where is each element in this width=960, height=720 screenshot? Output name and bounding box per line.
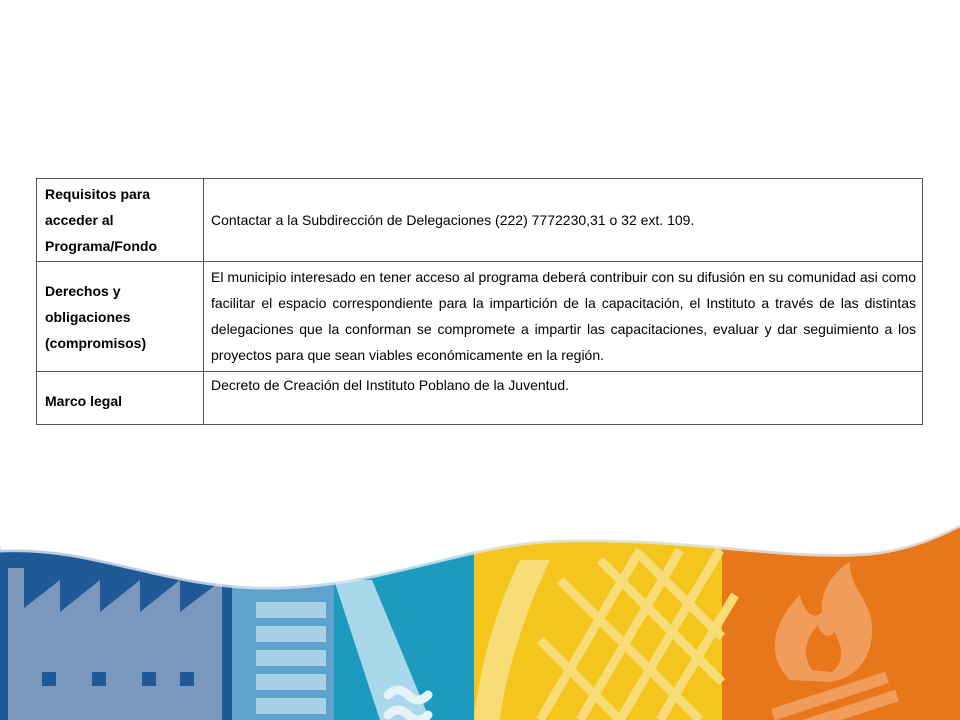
table-row-rights	[37, 262, 923, 372]
legal-value: Decreto de Creación del Instituto Poblano de la Juventud.	[204, 372, 923, 425]
decorative-banner	[0, 520, 960, 720]
program-info-table	[36, 178, 923, 425]
legal-label: Marco legal	[37, 372, 204, 425]
table-row-requirements	[37, 179, 923, 262]
rights-label: Derechos y obligaciones (compromisos)	[37, 262, 204, 372]
requirements-label: Requisitos para acceder al Programa/Fondo	[37, 179, 204, 262]
table-row-legal	[37, 372, 923, 425]
rights-value: El municipio interesado en tener acceso al programa deberá contribuir con su difusión en su comunidad asi como facilitar el espacio correspondiente para la impartición de la capacitación, el Instituto a través de las distintas delegaciones que la conforman se compromete a impartir las capacitaciones, evaluar y dar seguimiento a los proyectos para que sean viables económicamente en la región.	[204, 262, 923, 372]
requirements-value: Contactar a la Subdirección de Delegaciones (222) 7772230,31 o 32 ext. 109.	[204, 179, 923, 262]
